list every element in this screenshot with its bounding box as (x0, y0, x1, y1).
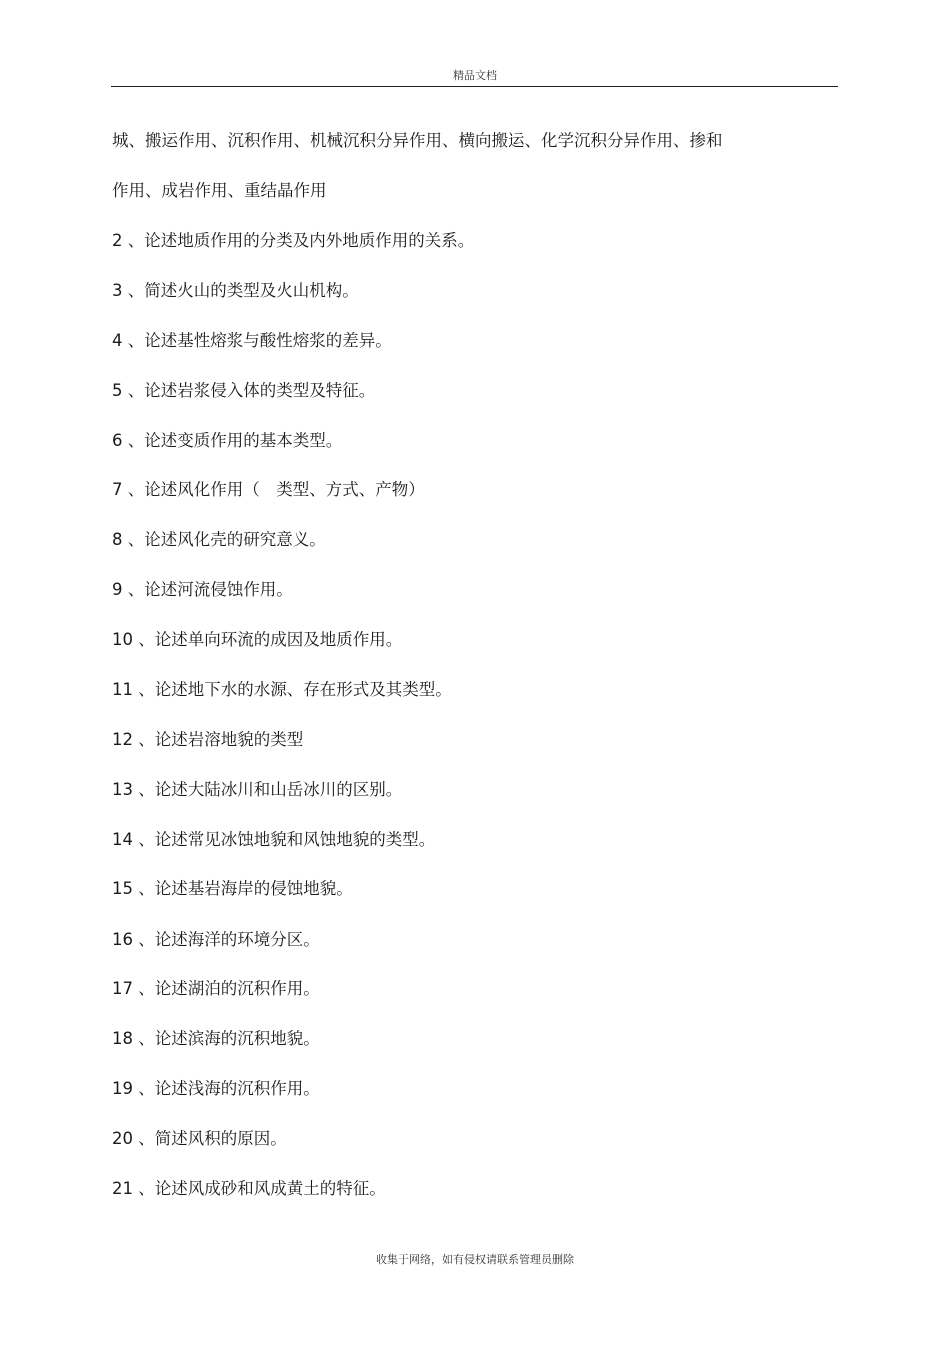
list-item: 18 、论述滨海的沉积地貌。 (112, 1029, 320, 1048)
list-item: 2 、论述地质作用的分类及内外地质作用的关系。 (112, 231, 475, 250)
list-item: 20 、简述风积的原因。 (112, 1129, 287, 1148)
list-item: 13 、论述大陆冰川和山岳冰川的区别。 (112, 780, 403, 799)
list-item: 7 、论述风化作用（ 类型、方式、产物） (112, 480, 425, 499)
list-item: 19 、论述浅海的沉积作用。 (112, 1079, 320, 1098)
list-item: 16 、论述海洋的环境分区。 (112, 930, 320, 949)
list-item: 21 、论述风成砂和风成黄土的特征。 (112, 1179, 386, 1198)
list-item: 15 、论述基岩海岸的侵蚀地貌。 (112, 879, 353, 898)
list-item: 14 、论述常见冰蚀地貌和风蚀地貌的类型。 (112, 830, 436, 849)
list-item: 17 、论述湖泊的沉积作用。 (112, 979, 320, 998)
list-item: 3 、简述火山的类型及火山机构。 (112, 281, 359, 300)
header-divider (111, 86, 838, 87)
list-item: 10 、论述单向环流的成因及地质作用。 (112, 630, 403, 649)
list-item: 9 、论述河流侵蚀作用。 (112, 580, 293, 599)
list-item: 6 、论述变质作用的基本类型。 (112, 431, 343, 450)
list-item: 5 、论述岩浆侵入体的类型及特征。 (112, 381, 376, 400)
page-footer-notice: 收集于网络，如有侵权请联系管理员删除 (376, 1253, 574, 1266)
page-header-title: 精品文档 (453, 69, 497, 82)
text-line: 城、搬运作用、沉积作用、机械沉积分异作用、横向搬运、化学沉积分异作用、掺和 (112, 131, 723, 150)
list-item: 12 、论述岩溶地貌的类型 (112, 730, 304, 749)
list-item: 4 、论述基性熔浆与酸性熔浆的差异。 (112, 331, 392, 350)
list-item: 11 、论述地下水的水源、存在形式及其类型。 (112, 680, 452, 699)
list-item: 8 、论述风化壳的研究意义。 (112, 530, 326, 549)
text-line: 作用、成岩作用、重结晶作用 (112, 181, 327, 200)
